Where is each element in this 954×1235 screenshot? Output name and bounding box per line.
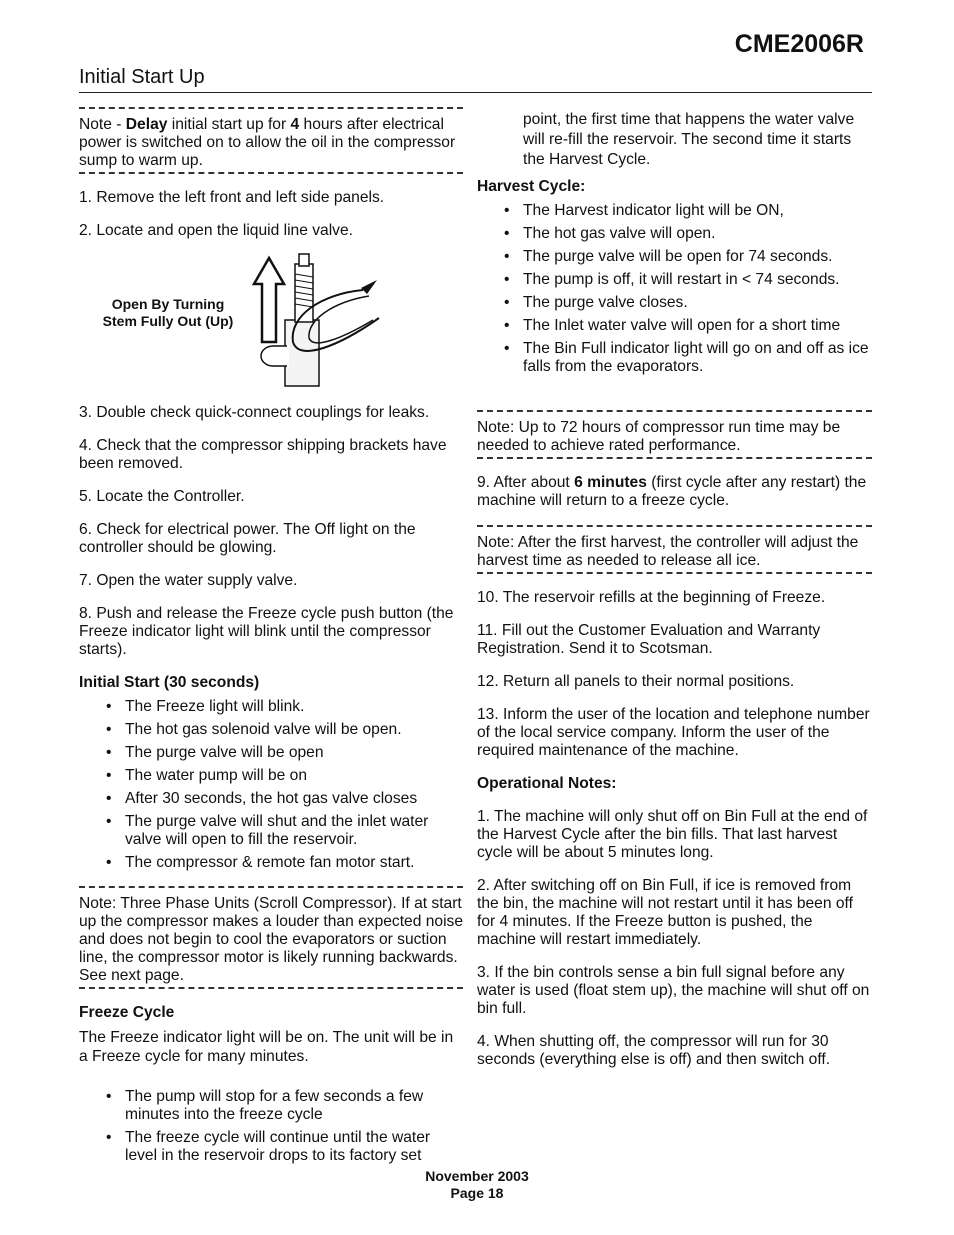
initial-start-heading: Initial Start (30 seconds) <box>79 674 260 691</box>
op-note-4: 4. When shutting off, the compressor will run for 30 seconds (everything else is off) and then switch off. <box>477 1033 831 1068</box>
list-item: • The Harvest indicator light will be ON, <box>477 202 872 220</box>
step-10: 10. The reservoir refills at the beginning of Freeze. <box>477 589 826 606</box>
step-9-suffix: (first cycle after any restart) the machine will return to a freeze cycle. <box>477 474 867 509</box>
liquid-line-valve-illustration <box>251 248 411 398</box>
freeze-cycle-heading: Freeze Cycle <box>79 1004 175 1021</box>
initial-start-list <box>79 698 463 872</box>
list-item: • The purge valve will shut and the inlet water valve will open to fill the reservoir. <box>79 813 463 849</box>
step-9-prefix: 9. After about <box>477 474 575 491</box>
list-item: • The Freeze light will blink. <box>79 698 463 716</box>
step-13: 13. Inform the user of the location and telephone number of the local service company. Inform the user of the required maintenance of the machine. <box>477 706 870 759</box>
step-5: 5. Locate the Controller. <box>79 488 245 505</box>
list-item: • The Bin Full indicator light will go on and off as ice falls from the evaporators. <box>477 340 872 376</box>
harvest-cycle-heading: Harvest Cycle: <box>477 178 586 195</box>
list-item: • The purge valve will be open for 74 seconds. <box>477 248 872 266</box>
note-three-phase: Note: Three Phase Units (Scroll Compressor). If at start up the compressor makes a louder than expected noise and does not begin to cool the evaporators or suction line, the compressor motor is likely running backwards. See next page. <box>79 886 463 989</box>
note-delay-suffix: hours after electrical power is switched on to allow the oil in the compressor sump to warm up. <box>79 116 456 169</box>
list-item: • The hot gas solenoid valve will be open. <box>79 721 463 739</box>
right-column <box>477 110 872 1084</box>
step-6: 6. Check for electrical power. The Off light on the controller should be glowing. <box>79 521 416 556</box>
list-item: • The pump will stop for a few seconds a few minutes into the freeze cycle <box>79 1088 463 1124</box>
step-12: 12. Return all panels to their normal positions. <box>477 673 795 690</box>
step-4: 4. Check that the compressor shipping brackets have been removed. <box>79 437 447 472</box>
step-3: 3. Double check quick-connect couplings for leaks. <box>79 404 430 421</box>
list-item: • After 30 seconds, the hot gas valve closes <box>79 790 463 808</box>
step-2: 2. Locate and open the liquid line valve. <box>79 222 353 239</box>
valve-figure <box>79 248 463 398</box>
step-11: 11. Fill out the Customer Evaluation and Warranty Registration. Send it to Scotsman. <box>477 622 821 657</box>
list-item: • The freeze cycle will continue until the water level in the reservoir drops to its factory set <box>79 1129 463 1165</box>
figure-caption-line-1: Open By Turning <box>111 296 225 312</box>
header-rule <box>79 92 872 93</box>
op-note-1: 1. The machine will only shut off on Bin Full at the end of the Harvest Cycle after the bin fills. That last harvest cycle will be about 5 minutes long. <box>477 808 868 861</box>
note-delay <box>79 107 463 174</box>
note-delay-mid: initial start up for <box>167 116 291 133</box>
model-number: CME2006R <box>734 30 864 58</box>
list-item: • The pump is off, it will restart in < 74 seconds. <box>477 271 872 289</box>
note-delay-prefix: Note - <box>79 116 126 133</box>
figure-caption-line-2: Stem Fully Out (Up) <box>102 313 234 329</box>
note-delay-bold-delay: Delay <box>125 116 168 133</box>
freeze-cycle-text: The Freeze indicator light will be on. The unit will be in a Freeze cycle for many minutes. <box>79 1029 454 1065</box>
note-delay-bold-hours: 4 <box>290 116 300 133</box>
note-run-time: Note: Up to 72 hours of compressor run time may be needed to achieve rated performance. <box>477 410 872 459</box>
left-column <box>79 107 463 1179</box>
list-item: • The compressor & remote fan motor start. <box>79 854 463 872</box>
figure-caption <box>79 296 257 330</box>
operational-notes-heading: Operational Notes: <box>477 775 617 792</box>
note-harvest: Note: After the first harvest, the controller will adjust the harvest time as needed to release all ice. <box>477 525 872 574</box>
footer-date: November 2003 <box>425 1168 529 1184</box>
list-item: • The purge valve closes. <box>477 294 872 312</box>
list-item: • The purge valve will be open <box>79 744 463 762</box>
freeze-continued-text: point, the first time that happens the water valve will re-fill the reservoir. The second time it starts the Harvest Cycle. <box>523 111 855 168</box>
op-note-2: 2. After switching off on Bin Full, if ice is removed from the bin, the machine will not restart until it has been off for 4 minutes. If the Freeze button is pushed, the machine will restart immediately. <box>477 877 853 948</box>
step-9 <box>477 474 872 510</box>
step-8: 8. Push and release the Freeze cycle push button (the Freeze indicator light will blink until the compressor starts). <box>79 605 454 658</box>
freeze-cycle-list <box>79 1088 463 1165</box>
footer-page-number: Page 18 <box>450 1185 504 1201</box>
list-item: • The water pump will be on <box>79 767 463 785</box>
list-item: • The Inlet water valve will open for a short time <box>477 317 872 335</box>
up-arrow-icon <box>254 258 284 342</box>
op-note-3: 3. If the bin controls sense a bin full signal before any water is used (float stem up), the machine will shut off on bin full. <box>477 964 870 1017</box>
step-9-bold: 6 minutes <box>574 474 647 491</box>
step-7: 7. Open the water supply valve. <box>79 572 298 589</box>
page-footer <box>0 1168 954 1202</box>
step-1: 1. Remove the left front and left side panels. <box>79 189 385 206</box>
list-item: • The hot gas valve will open. <box>477 225 872 243</box>
harvest-cycle-list <box>477 202 872 376</box>
valve-body <box>285 320 319 386</box>
section-title: Initial Start Up <box>79 66 205 88</box>
